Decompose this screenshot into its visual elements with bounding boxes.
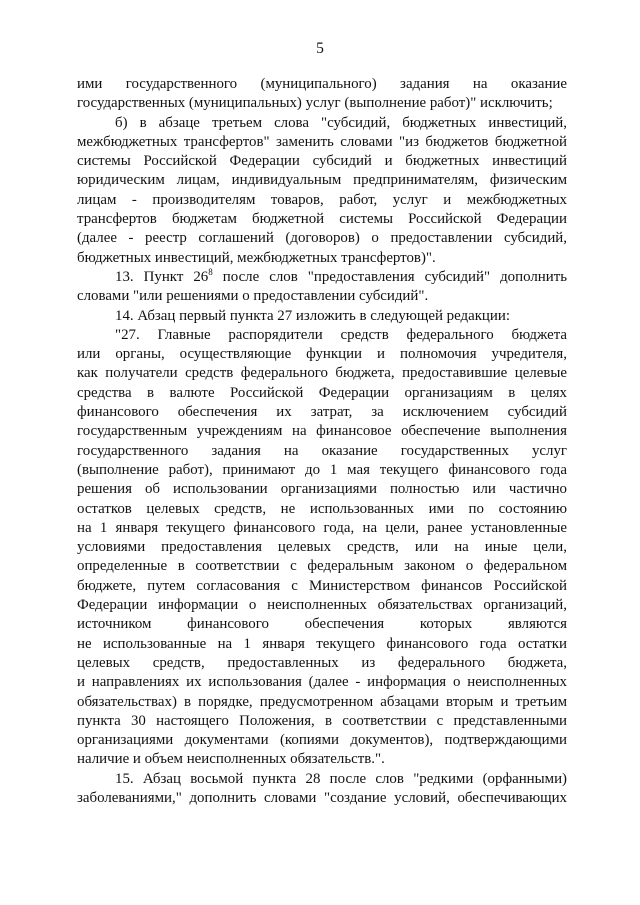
text-line (77, 268, 567, 287)
text-line: наличие и объем неисполненных обязательств.". (77, 751, 385, 768)
paragraph-quoted-27 (77, 326, 567, 770)
text-line: финансового обеспечения их затрат, за исключением субсидий (77, 404, 567, 421)
text-line: трансфертов бюджетам бюджетной системы Российской Федерации (77, 211, 567, 228)
text-line: заболеваниями," дополнить словами "создание условий, обеспечивающих (77, 789, 567, 806)
text-line: государственных (муниципальных) услуг (выполнение работ)" исключить; (77, 95, 553, 112)
text-line: не использованные на 1 января текущего финансового года остатки (77, 635, 567, 652)
page-number: 5 (316, 40, 324, 57)
text-line: обязательствах) в порядке, предусмотренном абзацами вторым и третьим (77, 693, 567, 710)
text-run: 13. Пункт 26 (115, 268, 209, 285)
text-line: как получатели средств федерального бюджета, предоставившие целевые (77, 365, 567, 382)
paragraph-item-15 (77, 770, 567, 809)
superscript: 8 (208, 267, 213, 277)
text-line: 15. Абзац восьмой пункта 28 после слов "редкими (орфанными) (115, 770, 567, 787)
text-line: или органы, осуществляющие функции и полномочия учредителя, (77, 346, 567, 363)
text-line: юридическим лицам, индивидуальным предпринимателям, физическим (77, 172, 567, 189)
paragraph-item-14 (77, 307, 567, 326)
text-line: (выполнение работ), принимают до 1 мая текущего финансового года (77, 461, 567, 478)
text-line: словами "или решениями о предоставлении субсидий". (77, 288, 429, 305)
text-line: Федерации информации о неисполненных обязательствах организаций, (77, 597, 567, 614)
text-line: условиями предоставления целевых средств, или на иные цели, (77, 539, 567, 556)
text-line: 14. Абзац первый пункта 27 изложить в следующей редакции: (115, 307, 510, 324)
text-line: (далее - реестр соглашений (договоров) о предоставлении субсидий, (77, 230, 567, 247)
text-line: бюджетных инвестиций, межбюджетных трансфертов)". (77, 249, 436, 266)
document-body (77, 75, 567, 808)
text-line: на 1 января текущего финансового года, на цели, ранее установленные (77, 519, 567, 536)
paragraph-item-b (77, 114, 567, 268)
text-line: источником финансового обеспечения которых являются (77, 616, 567, 633)
text-line: бюджете, путем согласования с Министерством финансов Российской (77, 577, 567, 594)
text-line: определенные в соответствии с федеральным законом о федеральном (77, 558, 567, 575)
text-line: "27. Главные распорядители средств федерального бюджета (115, 326, 567, 343)
text-line: организациями документами (копиями документов), подтверждающими (77, 732, 567, 749)
text-line: ими государственного (муниципального) задания на оказание (77, 76, 567, 92)
text-line: пункта 30 настоящего Положения, в соответствии с представленными (77, 712, 567, 729)
text-line: б) в абзаце третьем слова "субсидий, бюджетных инвестиций, (115, 114, 567, 131)
paragraph-item-13 (77, 268, 567, 307)
paragraph-continuation (77, 75, 567, 114)
text-line: межбюджетных трансфертов" заменить словами "из бюджетов бюджетной (77, 133, 567, 150)
text-line: решения об использовании организациями полностью или частично (77, 481, 567, 498)
text-line: и направлениях их использования (далее - информация о неисполненных (77, 674, 567, 691)
text-line: государственным учреждениям на финансовое обеспечение выполнения (77, 423, 567, 440)
text-line: системы Российской Федерации субсидий и бюджетных инвестиций (77, 153, 567, 170)
text-line: целевых средств, предоставленных из федерального бюджета, (77, 654, 567, 671)
text-line: лицам - производителям товаров, работ, услуг и межбюджетных (77, 191, 567, 208)
text-line: остатков целевых средств, не использованных ими по состоянию (77, 500, 567, 517)
text-line: государственного задания на оказание государственных услуг (77, 442, 567, 459)
text-run: после слов "предоставления субсидий" дополнить (212, 268, 567, 285)
text-line: средства в валюте Российской Федерации организациям в целях (77, 384, 567, 401)
